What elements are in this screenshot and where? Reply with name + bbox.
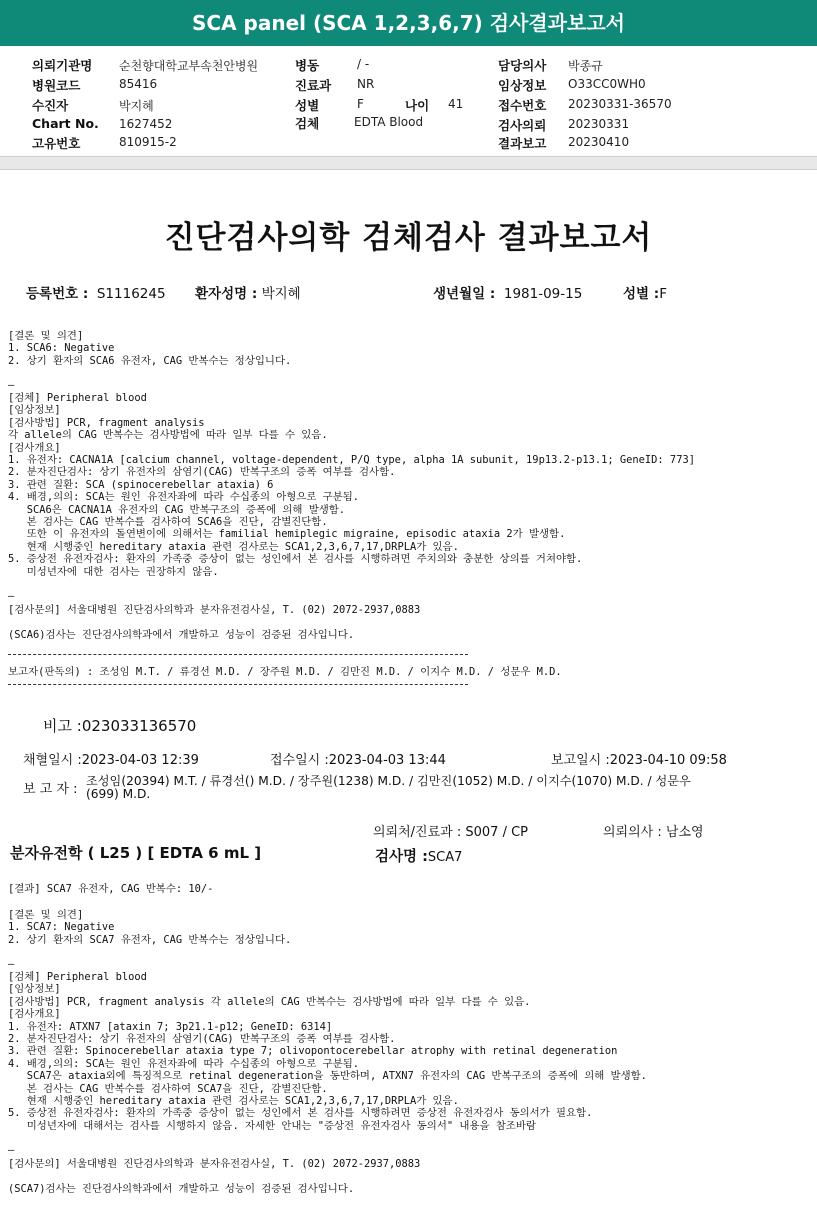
dept-label: 의뢰처/진료과 : — [373, 825, 462, 840]
receipt-time — [270, 749, 446, 768]
reg-value: S1116245 — [96, 286, 166, 302]
doctor-value: 박종규 — [568, 59, 603, 73]
dashed-divider — [8, 654, 468, 655]
note-value: 023033136570 — [81, 717, 197, 735]
collect-value: 2023-04-03 12:39 — [81, 753, 199, 768]
section-divider — [0, 156, 817, 170]
sca6-dash-2: — — [8, 590, 15, 602]
doctor-label: 담당의사 — [498, 58, 547, 73]
report-date-label: 결과보고 — [498, 136, 547, 151]
sca6-reporters: 보고자(판독의) : 조성임 M.T. / 류경선 M.D. / 장주원 M.D. / 김만진 M.D. / 이지수 M.D. / 성문우 M.D. — [8, 666, 562, 678]
hospital-label: 의뢰기관명 — [32, 58, 93, 73]
req-doctor-label: 의뢰의사 : — [603, 825, 662, 840]
hospital-value: 순천향대학교부속천안병원 — [119, 59, 259, 73]
sca7-dash-2: — — [8, 1144, 15, 1156]
sca6-conclusion: [결론 및 의견] 1. SCA6: Negative 2. 상기 환자의 SCA6 유전자, CAG 반복수는 정상입니다. — [8, 330, 292, 367]
hospital-code-label: 병원코드 — [32, 78, 81, 93]
patient-sex — [623, 282, 667, 302]
test-value: SCA7 — [427, 850, 463, 865]
req-doctor-value: 남소영 — [665, 825, 704, 840]
sca7-result: [결과] SCA7 유전자, CAG 반복수: 10/- — [8, 883, 214, 895]
collect-label: 채혈일시 : — [23, 753, 82, 768]
sca7-conclusion: [결론 및 의견] 1. SCA7: Negative 2. 상기 환자의 SCA7 유전자, CAG 반복수는 정상입니다. — [8, 909, 292, 946]
patient-label: 수진자 — [32, 98, 69, 113]
ward-label: 병동 — [295, 58, 320, 73]
sca6-inquiry: [검사문의] 서울대병원 진단검사의학과 분자유전검사실, T. (02) 2072-2937,0883 — [8, 604, 421, 616]
sca7-dash-1: — — [8, 958, 15, 970]
sca7-validation: (SCA7)검사는 진단검사의학과에서 개발하고 성능이 검증된 검사입니다. — [8, 1183, 355, 1195]
department-label: 진료과 — [295, 78, 332, 93]
sca6-details: [검체] Peripheral blood [임상정보] [검사방법] PCR, fragment analysis 각 allele의 CAG 반복수는 검사방법에 따라 일부 다를 수 있음. [검사개요] 1. 유전자: CACNA1A [calcium channel, voltage-dependent, P/Q type, alpha 1A subunit, 19p13.2-p13.1; GeneID: 773] 2. 분자진단검사: 상기 유전자의 삼염기(CAG) 반복구조의 증폭 여부를 검사함. 3. 관련 질환: SCA (spinocerebellar ataxia) 6 4. 배경,의의: SCA는 원인 유전자좌에 따라 수십종의 아형으로 구분됨. SCA6은 CACNA1A 유전자의 CAG 반복구조의 증폭에 의해 발생함. 본 검사는 CAG 반복수를 검사하여 SCA6을 진단, 감별진단함. 또한 이 유전자의 돌연변이에 의해서는 familial hemiplegic migraine, episodic ataxia 2가 발생함. 현재 시행중인 hereditary ataxia 관련 검사로는 SCA1,2,3,6,7,17,DRPLA가 있음. 5. 증상전 유전자검사: 환자의 가족중 증상이 없는 성인에서 본 검사를 시행하려면 주치의와 충분한 상의를 거쳐야함. 미성년자에 대한 검사는 권장하지 않음. — [8, 392, 695, 578]
chart-no-label: Chart No. — [32, 116, 99, 131]
hospital-code-value: 85416 — [119, 77, 158, 91]
age-value: 41 — [448, 97, 464, 111]
reg-label: 등록번호 : — [26, 286, 89, 302]
note-label: 비고 : — [43, 717, 82, 735]
registration-number — [26, 282, 166, 302]
report-time — [551, 749, 727, 768]
unique-no-label: 고유번호 — [32, 136, 81, 151]
name-value: 박지혜 — [261, 286, 301, 302]
name-label: 환자성명 : — [195, 286, 258, 302]
report-title: 진단검사의학 검체검사 결과보고서 — [164, 220, 653, 256]
report-sex-value: F — [659, 286, 667, 302]
collection-time — [23, 749, 199, 768]
sca6-validation: (SCA6)검사는 진단검사의학과에서 개발하고 성능이 검증된 검사입니다. — [8, 629, 355, 641]
dob-value: 1981-09-15 — [503, 286, 583, 302]
dob-label: 생년월일 : — [433, 286, 496, 302]
report-time-label: 보고일시 : — [551, 753, 610, 768]
request-date-label: 검사의뢰 — [498, 118, 547, 133]
birth-date — [433, 282, 582, 302]
reporter-label: 보 고 자 : — [23, 782, 78, 797]
report-date-value: 20230410 — [568, 135, 630, 149]
receipt-label: 접수일시 : — [270, 753, 329, 768]
sca6-dash-1: — — [8, 379, 15, 391]
reporter-line-2: (699) M.D. — [86, 787, 151, 801]
patient-header — [0, 46, 817, 156]
dept-value: S007 / CP — [465, 825, 529, 840]
note — [43, 715, 196, 736]
receipt-no-value: 20230331-36570 — [568, 97, 672, 111]
test-name — [375, 845, 462, 866]
age-label: 나이 — [405, 98, 430, 113]
sca7-details: [검체] Peripheral blood [임상정보] [검사방법] PCR, fragment analysis 각 allele의 CAG 반복수는 검사방법에 따라 일부 다를 수 있음. [검사개요] 1. 유전자: ATXN7 [ataxin 7; 3p21.1-p12; GeneID: 6314] 2. 분자진단검사: 상기 유전자의 삼염기(CAG) 반복구조의 증폭 여부를 검사함. 3. 관련 질환: Spinocerebellar ataxia type 7; olivopontocerebellar atrophy with retinal degeneration 4. 배경,의의: SCA는 원인 유전자좌에 따라 수십종의 아형으로 구분됨. SCA7은 ataxia외에 특징적으로 retinal degeneration을 동반하며, ATXN7 유전자의 CAG 반복구조의 증폭에 의해 발생함. 본 검사는 CAG 반복수를 검사하여 SCA7을 진단, 감별진단함. 현재 시행중인 hereditary ataxia 관련 검사로는 SCA1,2,3,6,7,17,DRPLA가 있음. 5. 증상전 유전자검사: 환자의 가족중 증상이 없는 성인에서 본 검사를 시행하려면 증상전 유전자검사 동의서가 필요함. 미성년자에 대해서는 검사를 시행하지 않음. 자세한 안내는 "증상전 유전자검사 동의서" 내용을 참조바람 — [8, 971, 647, 1132]
receipt-no-label: 접수번호 — [498, 98, 547, 113]
department-value: NR — [357, 77, 375, 91]
request-doctor — [603, 821, 704, 840]
patient-value: 박지혜 — [119, 99, 154, 113]
request-dept — [373, 821, 528, 840]
reporter-line-1: 조성임(20394) M.T. / 류경선() M.D. / 장주원(1238) M.D. / 김만진(1052) M.D. / 이지수(1070) M.D. / 성문우 — [86, 774, 691, 788]
clinical-info-value: O33CC0WH0 — [568, 77, 646, 91]
sex-label: 성별 — [295, 98, 320, 113]
dashed-divider — [8, 684, 468, 685]
receipt-value: 2023-04-03 13:44 — [328, 753, 446, 768]
specimen-label: 검체 — [295, 116, 320, 131]
patient-name — [195, 282, 301, 302]
report-sex-label: 성별 : — [623, 286, 660, 302]
ward-value: / - — [357, 57, 370, 71]
test-label: 검사명 : — [375, 849, 428, 865]
report-banner-title: SCA panel (SCA 1,2,3,6,7) 검사결과보고서 — [0, 0, 817, 46]
report-time-value: 2023-04-10 09:58 — [609, 753, 727, 768]
clinical-info-label: 임상정보 — [498, 78, 547, 93]
sca7-inquiry: [검사문의] 서울대병원 진단검사의학과 분자유전검사실, T. (02) 2072-2937,0883 — [8, 1158, 421, 1170]
sex-value: F — [357, 97, 364, 111]
unique-no-value: 810915-2 — [119, 135, 177, 149]
chart-no-value: 1627452 — [119, 117, 173, 131]
specimen-value: EDTA Blood — [354, 115, 424, 129]
request-date-value: 20230331 — [568, 117, 630, 131]
section-title: 분자유전학 ( L25 ) [ EDTA 6 mL ] — [10, 844, 262, 862]
